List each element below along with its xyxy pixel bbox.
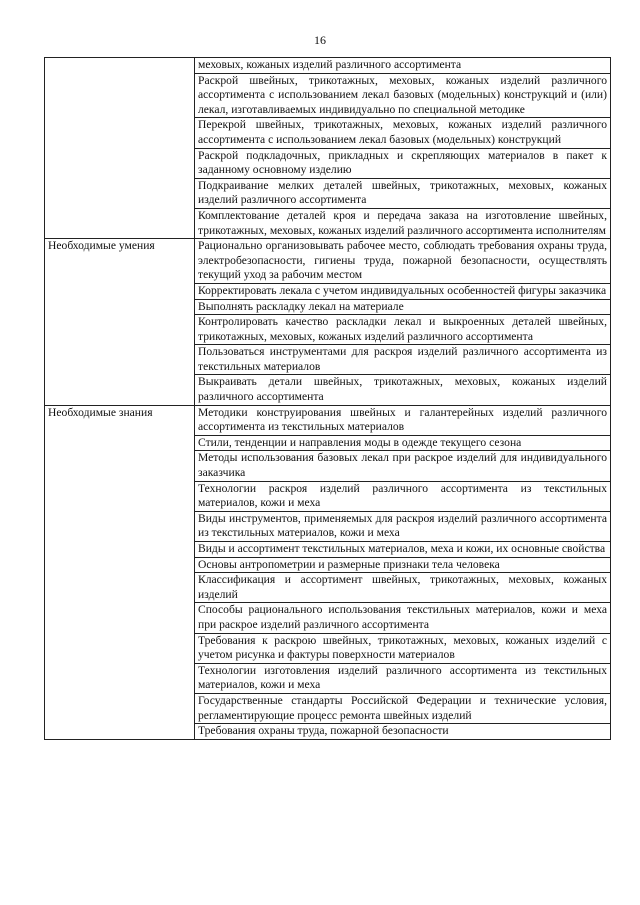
requirement-item: Виды инструментов, применяемых для раскроя изделий различного ассортимента из текстильных материалов, кожи и меха	[195, 511, 611, 541]
requirement-item: Раскрой подкладочных, прикладных и скрепляющих материалов в пакет к заданному основному изделию	[195, 148, 611, 178]
page-number: 16	[314, 33, 326, 47]
requirement-item: Подкраивание мелких деталей швейных, трикотажных, меховых, кожаных изделий различного ассортимента	[195, 178, 611, 208]
requirement-item: Пользоваться инструментами для раскроя изделий различного ассортимента из текстильных материалов	[195, 345, 611, 375]
requirement-item: Способы рационального использования текстильных материалов, кожи и меха при раскрое изделий различного ассортимента	[195, 603, 611, 633]
requirement-item: Основы антропометрии и размерные признаки тела человека	[195, 557, 611, 573]
requirement-item: Виды и ассортимент текстильных материалов, меха и кожи, их основные свойства	[195, 542, 611, 558]
requirement-item: меховых, кожаных изделий различного ассортимента	[195, 58, 611, 74]
requirement-item: Комплектование деталей кроя и передача заказа на изготовление швейных, трикотажных, меховых, кожаных изделий различного ассортимента исполнителям	[195, 208, 611, 238]
requirement-item: Стили, тенденции и направления моды в одежде текущего сезона	[195, 435, 611, 451]
section-label	[45, 58, 195, 239]
requirement-item: Выполнять раскладку лекал на материале	[195, 299, 611, 315]
table-row	[45, 405, 611, 435]
requirement-item: Выкраивать детали швейных, трикотажных, меховых, кожаных изделий различного ассортимента	[195, 375, 611, 405]
requirement-item: Требования к раскрою швейных, трикотажных, меховых, кожаных изделий с учетом рисунка и фактуры поверхности материалов	[195, 633, 611, 663]
requirement-item: Перекрой швейных, трикотажных, меховых, кожаных изделий различного ассортимента с использованием лекал базовых (модельных) конструкций	[195, 118, 611, 148]
requirements-table	[44, 57, 611, 740]
requirement-item: Раскрой швейных, трикотажных, меховых, кожаных изделий различного ассортимента с использованием лекал базовых (модельных) конструкций и (или) лекал, изготавливаемых индивидуально по специальной методике	[195, 73, 611, 118]
requirement-item: Контролировать качество раскладки лекал и выкроенных деталей швейных, трикотажных, меховых, кожаных изделий различного ассортимента	[195, 315, 611, 345]
requirement-item: Классификация и ассортимент швейных, трикотажных, меховых, кожаных изделий	[195, 573, 611, 603]
requirements-table-body	[45, 58, 611, 740]
requirement-item: Технологии раскроя изделий различного ассортимента из текстильных материалов, кожи и меха	[195, 481, 611, 511]
requirement-item: Требования охраны труда, пожарной безопасности	[195, 724, 611, 740]
table-row	[45, 239, 611, 284]
table-row	[45, 58, 611, 74]
requirement-item: Методики конструирования швейных и галантерейных изделий различного ассортимента из текстильных материалов	[195, 405, 611, 435]
section-label: Необходимые знания	[45, 405, 195, 739]
requirement-item: Государственные стандарты Российской Федерации и технические условия, регламентирующие процесс ремонта швейных изделий	[195, 693, 611, 723]
requirement-item: Методы использования базовых лекал при раскрое изделий для индивидуального заказчика	[195, 451, 611, 481]
requirement-item: Корректировать лекала с учетом индивидуальных особенностей фигуры заказчика	[195, 283, 611, 299]
requirement-item: Рационально организовывать рабочее место, соблюдать требования охраны труда, электробезопасности, гигиены труда, пожарной безопасности, осуществлять текущий уход за рабочим местом	[195, 239, 611, 284]
requirement-item: Технологии изготовления изделий различного ассортимента из текстильных материалов, кожи и меха	[195, 663, 611, 693]
section-label: Необходимые умения	[45, 239, 195, 406]
